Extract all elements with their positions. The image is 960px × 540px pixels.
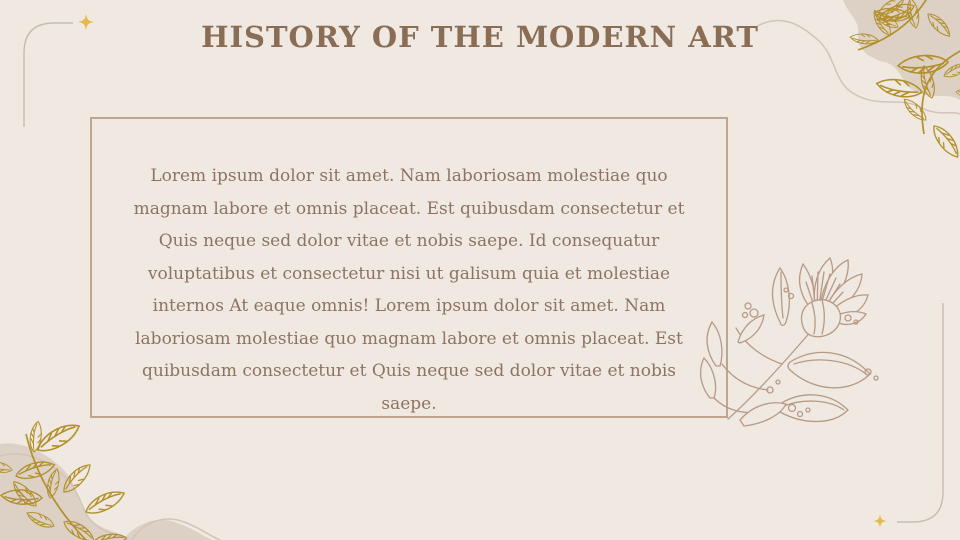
body-text-line: Lorem ipsum dolor sit amet. Nam laboriosam molestiae quo <box>150 166 668 186</box>
body-text-line: laboriosam molestiae quo magnam labore et omnis placeat. Est <box>135 328 683 349</box>
blob-outline-bottom-left <box>0 454 222 540</box>
gold-leaves-bottom-left <box>0 419 127 540</box>
blob-bottom-left <box>0 443 212 540</box>
body-text-line: internos At eaque omnis! Lorem ipsum dolor sit amet. Nam <box>152 296 666 316</box>
body-text-line: quibusdam consectetur et Quis neque sed dolor vitae et nobis saepe. <box>141 361 676 414</box>
sparkle-bottom-right-icon <box>873 514 887 528</box>
body-text-box <box>90 117 728 418</box>
body-text-line: voluptatibus et consectetur nisi ut galisum quia et molestiae <box>147 263 671 284</box>
body-text-line: Quis neque sed dolor vitae et nobis saepe. Id consequatur <box>158 231 660 251</box>
slide-title: HISTORY OF THE MODERN ART <box>201 20 759 54</box>
rounded-corner-line-bottom-right <box>897 303 943 522</box>
body-text-line: magnam labore et omnis placeat. Est quibusdam consectetur et <box>133 198 685 219</box>
